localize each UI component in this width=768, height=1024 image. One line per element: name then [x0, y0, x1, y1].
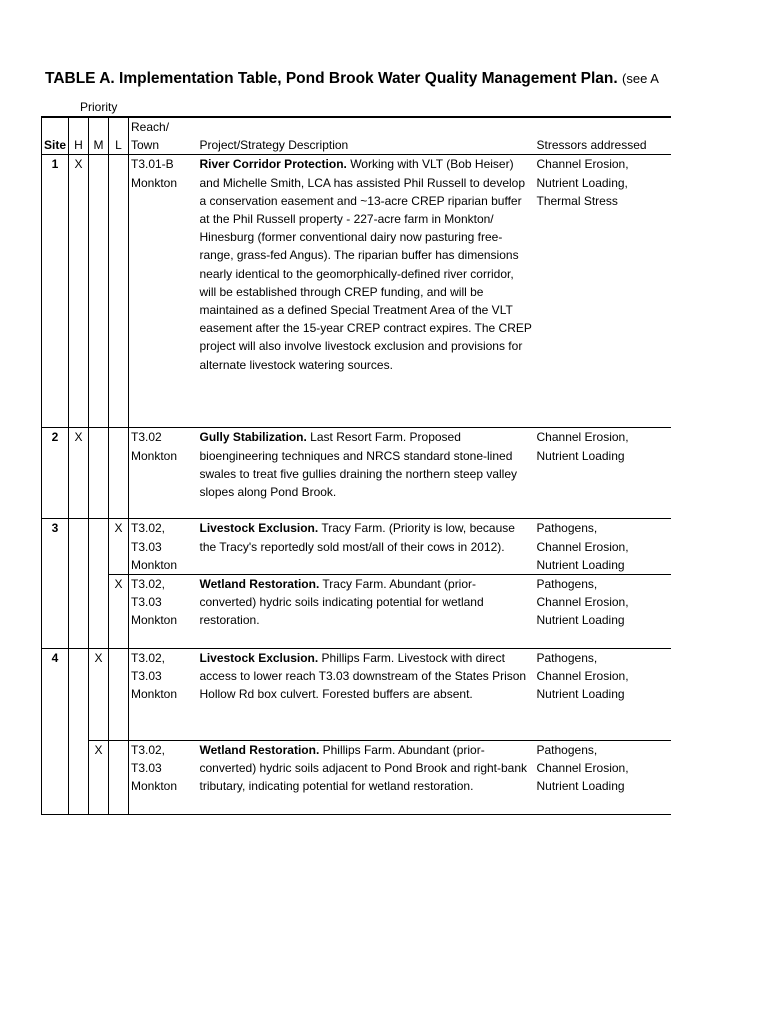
cell-priority-high [69, 519, 89, 575]
reach-line: T3.02, [131, 577, 166, 592]
stressor-item: Pathogens, [536, 651, 598, 666]
cell-reach-town [129, 649, 198, 741]
description-text: Working with VLT (Bob Heiser) and Michelle Smith, LCA has assisted Phil Russell to develop a conservation easement and ~13-acre CREP riparian buffer at the Phil Russell property - 227-acre farm in Monkton/ Hinesburg (former conventional dairy now pasturing free-range, grass-fed Angus). The riparian buffer has dimensions nearly identical to the geomorphically-defined river corridor, will be established through CREP funding, and will be maintained as a defined Special Treatment Area of the VLT easement after the 15-year CREP contract expires. The CREP project will also involve livestock exclusion and provisions for alternate livestock watering sources. [199, 157, 532, 372]
cell-priority-low [109, 155, 129, 428]
stressor-item: Pathogens, [536, 743, 598, 758]
stressor-item: Pathogens, [536, 521, 598, 536]
description-heading: Wetland Restoration. [199, 577, 320, 592]
cell-priority-high [69, 741, 89, 815]
cell-priority-medium [89, 575, 109, 649]
cell-stressors [535, 741, 671, 815]
header-priority-low: L [109, 117, 129, 155]
cell-reach-town [129, 428, 198, 519]
town-line: Monkton [131, 687, 178, 702]
town-line: Monkton [131, 779, 178, 794]
reach-line: T3.02, [131, 521, 166, 536]
description-text: Last Resort Farm. Proposed bioengineering techniques and NRCS standard stone-lined swales to treat five gullies draining the northern steep valley slopes along Pond Brook. [199, 430, 518, 500]
cell-reach-town [129, 741, 198, 815]
cell-stressors [535, 649, 671, 741]
town-line: Monkton [131, 557, 178, 572]
town-line: Monkton [131, 175, 178, 190]
reach-line: T3.03 [131, 761, 162, 776]
cell-site: 2 [42, 428, 69, 519]
cell-description [198, 575, 535, 649]
stressor-item: Thermal Stress [536, 193, 618, 208]
header-site: Site [42, 117, 69, 155]
cell-description [198, 519, 535, 575]
cell-stressors [535, 428, 671, 519]
cell-site: 4 [42, 649, 69, 741]
table-row [42, 428, 671, 519]
cell-stressors [535, 155, 671, 428]
priority-group-label: Priority [80, 100, 118, 114]
cell-description [198, 649, 535, 741]
cell-priority-low [109, 741, 129, 815]
cell-priority-medium [89, 155, 109, 428]
table-title [45, 70, 765, 88]
cell-site [42, 741, 69, 815]
stressor-item: Nutrient Loading [536, 448, 625, 463]
stressor-item: Pathogens, [536, 577, 598, 592]
cell-priority-high: X [69, 155, 89, 428]
description-text: Tracy Farm. (Priority is low, because the Tracy's reportedly sold most/all of their cows in 2012). [199, 521, 515, 554]
cell-priority-low: X [109, 575, 129, 649]
town-line: Monkton [131, 448, 178, 463]
cell-priority-low: X [109, 519, 129, 575]
stressor-item: Channel Erosion, [536, 595, 629, 610]
stressor-item: Nutrient Loading, [536, 175, 628, 190]
stressor-item: Channel Erosion, [536, 539, 629, 554]
stressor-item: Channel Erosion, [536, 669, 629, 684]
cell-stressors [535, 519, 671, 575]
table-title-reference: (see A [622, 71, 659, 86]
cell-priority-low [109, 649, 129, 741]
header-reach-line2: Town [131, 138, 160, 153]
header-reach-line1: Reach/ [131, 120, 170, 134]
header-priority-high: H [69, 117, 89, 155]
description-heading: Livestock Exclusion. [199, 521, 319, 536]
reach-line: T3.02, [131, 651, 166, 666]
description-heading: Livestock Exclusion. [199, 651, 319, 666]
table-row [42, 519, 671, 575]
table-row [42, 575, 671, 649]
table-row [42, 649, 671, 741]
cell-priority-medium [89, 428, 109, 519]
header-stressors: Stressors addressed [535, 117, 671, 155]
cell-description [198, 741, 535, 815]
description-text: Phillips Farm. Livestock with direct access to lower reach T3.03 downstream of the States Prison Hollow Rd box culvert. Forested buffers are absent. [199, 651, 527, 702]
table-title-main: TABLE A. Implementation Table, Pond Brook Water Quality Management Plan. [45, 70, 618, 87]
cell-priority-medium: X [89, 649, 109, 741]
cell-priority-high [69, 649, 89, 741]
description-text: Tracy Farm. Abundant (prior-converted) hydric soils indicating potential for wetland restoration. [199, 577, 484, 628]
description-heading: River Corridor Protection. [199, 157, 347, 172]
reach-line: T3.03 [131, 539, 162, 554]
description-heading: Wetland Restoration. [199, 743, 320, 758]
town-line: Monkton [131, 613, 178, 628]
reach-line: T3.01-B [131, 157, 174, 172]
header-reach-town [129, 117, 198, 155]
cell-priority-medium [89, 519, 109, 575]
cell-priority-low [109, 428, 129, 519]
table-row [42, 155, 671, 428]
table-header-row [42, 117, 671, 155]
cell-reach-town [129, 519, 198, 575]
table-row [42, 741, 671, 815]
reach-line: T3.03 [131, 669, 162, 684]
cell-priority-medium: X [89, 741, 109, 815]
stressor-item: Nutrient Loading [536, 613, 625, 628]
stressor-item: Channel Erosion, [536, 761, 629, 776]
cell-reach-town [129, 155, 198, 428]
stressor-item: Nutrient Loading [536, 687, 625, 702]
cell-site: 3 [42, 519, 69, 575]
cell-site: 1 [42, 155, 69, 428]
description-heading: Gully Stabilization. [199, 430, 307, 445]
header-priority-medium: M [89, 117, 109, 155]
cell-description [198, 155, 535, 428]
stressor-item: Nutrient Loading [536, 557, 625, 572]
reach-line: T3.03 [131, 595, 162, 610]
stressor-item: Channel Erosion, [536, 430, 629, 445]
cell-priority-high [69, 575, 89, 649]
reach-line: T3.02, [131, 743, 166, 758]
stressor-item: Nutrient Loading [536, 779, 625, 794]
implementation-table [41, 116, 671, 815]
cell-stressors [535, 575, 671, 649]
stressor-item: Channel Erosion, [536, 157, 629, 172]
reach-line: T3.02 [131, 430, 162, 445]
header-description: Project/Strategy Description [198, 117, 535, 155]
cell-description [198, 428, 535, 519]
cell-reach-town [129, 575, 198, 649]
cell-site [42, 575, 69, 649]
description-text: Phillips Farm. Abundant (prior-converted) hydric soils adjacent to Pond Brook and right-bank tributary, indicating potential for wetland restoration. [199, 743, 528, 794]
cell-priority-high: X [69, 428, 89, 519]
